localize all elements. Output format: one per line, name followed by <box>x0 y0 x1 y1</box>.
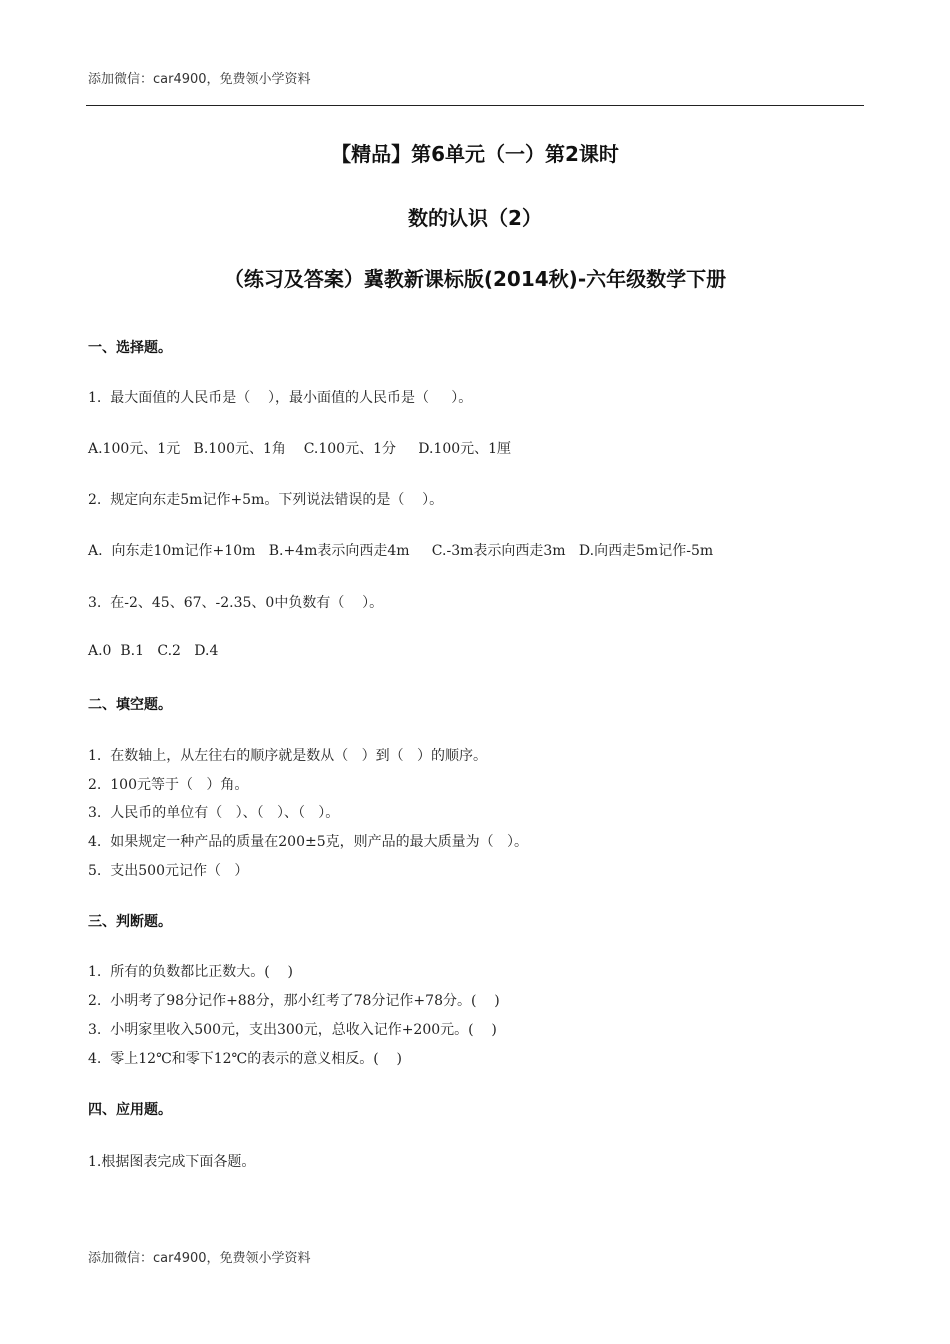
application-question-1: 1.根据图表完成下面各题。 <box>88 1154 256 1170</box>
true-false-item: 4. 零上12℃和零下12℃的表示的意义相反。( ) <box>88 1051 402 1067</box>
document-edition-line: （练习及答案）冀教新课标版(2014秋)-六年级数学下册 <box>223 267 727 291</box>
choice-question-3-options: A.0 B.1 C.2 D.4 <box>88 643 219 659</box>
section-heading-choice: 一、选择题。 <box>88 340 172 356</box>
fill-blank-item: 1. 在数轴上，从左往右的顺序就是数从（ ）到（ ）的顺序。 <box>88 748 487 764</box>
choice-question-1: 1. 最大面值的人民币是（ ），最小面值的人民币是（ ）。 <box>88 390 473 406</box>
choice-question-3: 3. 在-2、45、67、-2.35、0中负数有（ ）。 <box>88 595 384 611</box>
choice-question-1-options: A.100元、1元 B.100元、1角 C.100元、1分 D.100元、1厘 <box>88 441 512 457</box>
footer-note: 添加微信：car4900，免费领小学资料 <box>88 1251 311 1266</box>
fill-blank-item: 2. 100元等于（ ）角。 <box>88 777 249 793</box>
choice-question-2-options: A. 向东走10m记作+10m B.+4m表示向西走4m C.-3m表示向西走3m D.向西走5m记作-5m <box>88 543 714 559</box>
fill-blank-item: 3. 人民币的单位有（ ）、（ ）、（ ）。 <box>88 805 340 821</box>
header-note: 添加微信：car4900，免费领小学资料 <box>88 72 311 87</box>
section-heading-application: 四、应用题。 <box>88 1102 172 1118</box>
choice-question-2: 2. 规定向东走5m记作+5m。下列说法错误的是（ ）。 <box>88 492 444 508</box>
fill-blank-item: 5. 支出500元记作（ ） <box>88 863 249 879</box>
true-false-item: 1. 所有的负数都比正数大。( ) <box>88 964 293 980</box>
document-subtitle: 数的认识（2） <box>408 206 542 230</box>
fill-blank-item: 4. 如果规定一种产品的质量在200±5克，则产品的最大质量为（ ）。 <box>88 834 528 850</box>
header-divider <box>86 105 864 106</box>
true-false-item: 3. 小明家里收入500元，支出300元，总收入记作+200元。( ) <box>88 1022 497 1038</box>
true-false-item: 2. 小明考了98分记作+88分，那小红考了78分记作+78分。( ) <box>88 993 500 1009</box>
document-title: 【精品】第6单元（一）第2课时 <box>331 142 619 166</box>
section-heading-true-false: 三、判断题。 <box>88 914 172 930</box>
section-heading-fill-blank: 二、填空题。 <box>88 697 172 713</box>
